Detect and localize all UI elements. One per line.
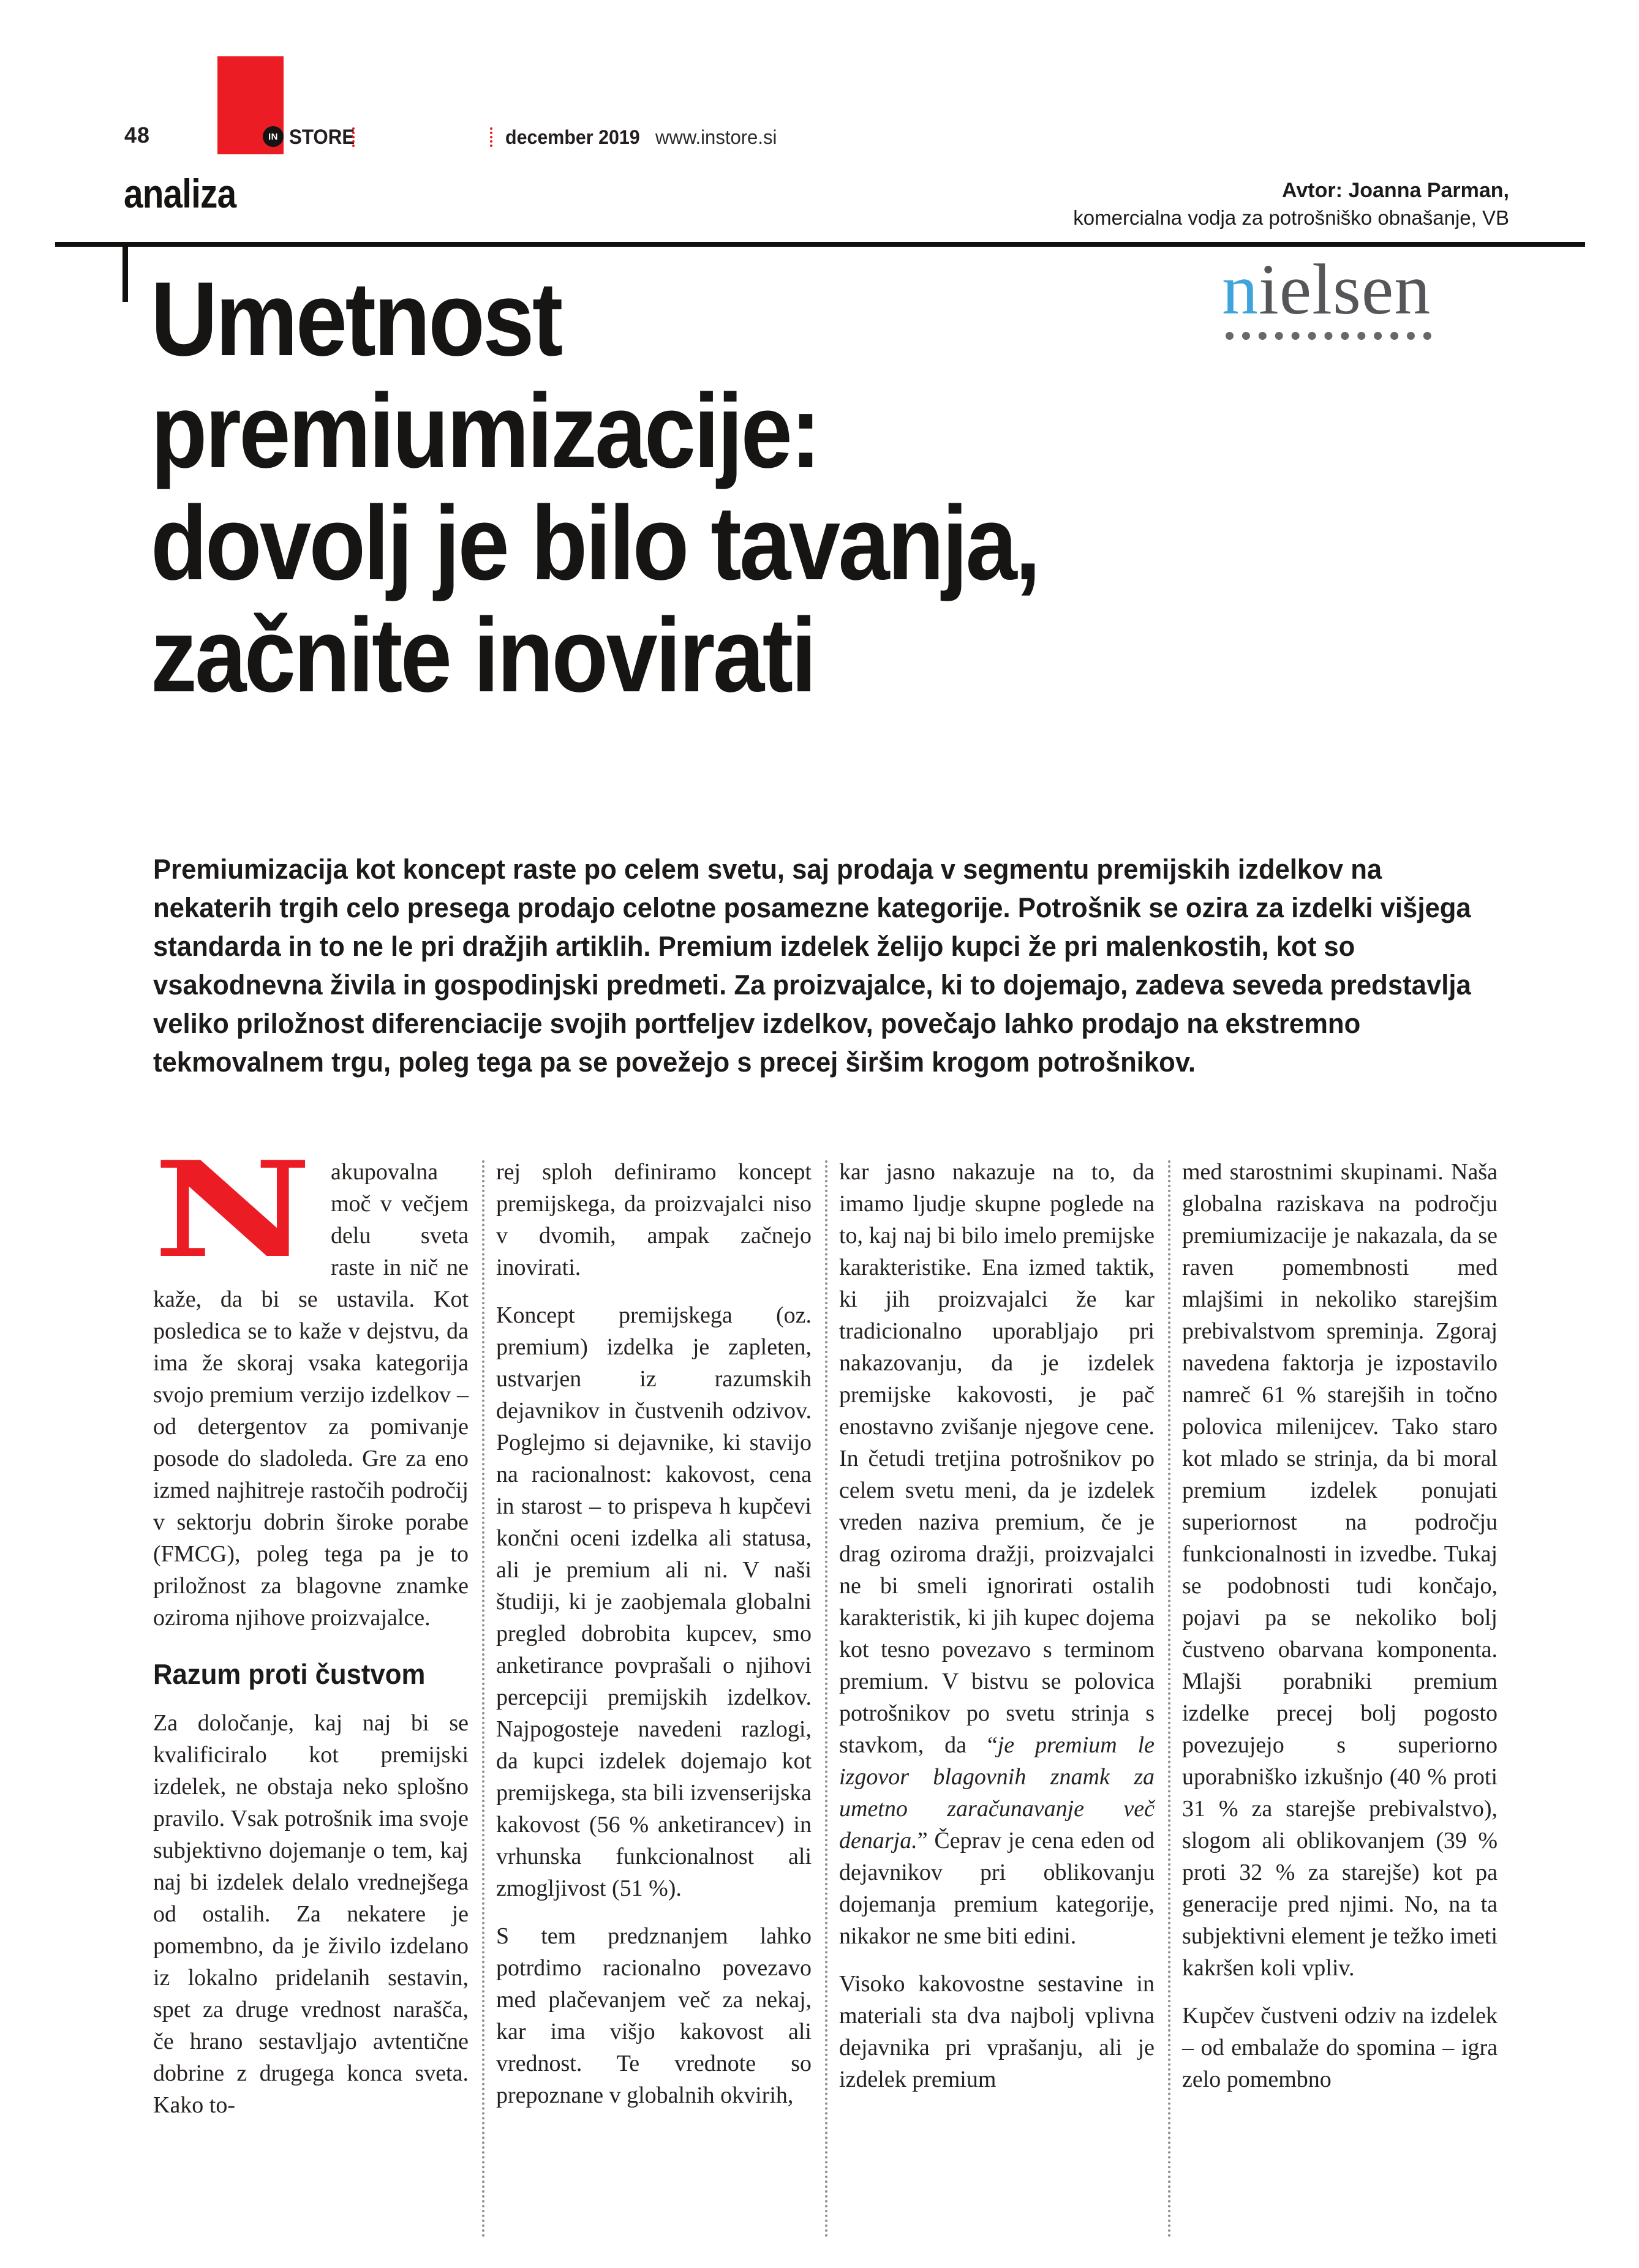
body-paragraph: Za določanje, kaj naj bi se kvalificiralo kot premijski izdelek, ne obstaja neko splošno pravilo. Vsak potrošnik ima svoje subjektivno dojemanje o tem, kaj naj bi izdelek delalo vrednejšega od ostalih. Za nekatere je pomembno, da je živilo izdelano iz lokalno pridelanih sestavin, spet za druge vrednost narašča, če hrano sestavljajo avtentične dobrine z drugega konca sveta. Kako to-: [153, 1710, 469, 2118]
article-title: [151, 260, 1390, 714]
subheading: Razum proti čustvom: [153, 1658, 426, 1690]
title-line: začnite inovirati: [151, 596, 815, 714]
column-divider: [1168, 1160, 1170, 2238]
author-role: komercialna vodja za potrošniško obnašanje, VB: [1073, 206, 1509, 229]
website-url: www.instore.si: [655, 126, 777, 148]
title-tick-mark: [122, 242, 128, 302]
title-line: premiumizacije:: [151, 372, 820, 490]
nielsen-rest: ielsen: [1259, 249, 1431, 329]
nielsen-n: n: [1222, 249, 1259, 329]
column-3: [839, 1156, 1155, 2252]
body-paragraph: Koncept premijskega (oz. premium) izdelka je zapleten, ustvarjen iz razumskih dejavnikov in čustvenih odzivov. Poglejmo si dejavnike, ki stavijo na racionalnost: kakovost, cena in starost – to prispeva h kupčevi končni oceni izdelka ali statusa, ali je premium ali ni. V naši študiji, ki je zaobjemala globalni pregled dobrobita kupcev, smo anketirance povprašali o njihovi percepciji premijskih izdelkov. Najpogosteje navedeni razlogi, da kupci izdelek dojemajo kot premijskega, sta bili izvenserijska kakovost (56 % anketirancev) in vrhunska funkcionalnost ali zmogljivost (51 %).: [496, 1302, 812, 1901]
paragraph-text: ” Čeprav je cena eden od dejavnikov pri oblikovanju dojemanja premium kategorije, nikakor ne sme biti edini.: [839, 1828, 1155, 1949]
column-divider: [825, 1160, 827, 2238]
author-name: Avtor: Joanna Parman,: [1282, 179, 1509, 202]
quote-italic: je premium le izgovor blagovnih znamk za umetno zaračunavanje več denarja.: [839, 1732, 1155, 1853]
body-paragraph: Visoko kakovostne sestavine in materiali sta dva najbolj vplivna dejavnika pri vprašanju, ali je izdelek premium: [839, 1971, 1155, 2092]
body-paragraph: med starostnimi skupinami. Naša globalna raziskava na področju premiumizacije je nakazala, da se raven pomembnosti med mlajšimi in nekoliko starejšim prebivalstvom spreminja. Zgoraj navedena faktorja je izpostavilo namreč 61 % starejših in točno polovica milenijcev. Tako staro kot mlado se strinja, da bi moral premium izdelek ponujati superiornost na področju funkcionalnosti in izvedbe. Tukaj se podobnosti tudi končajo, pojavi pa se nekoliko bolj čustveno obarvana komponenta. Mlajši porabniki premium izdelke precej bolj pogosto povezujejo s superiorno uporabniško izkušnjo (40 % proti 31 % za starejše prebivalstvo), slogom ali oblikovanjem (39 % proti 32 % za starejše) kot pa generacije pred njimi. No, na ta subjektivni element je težko imeti kakršen koli vpliv.: [1182, 1159, 1498, 1981]
lead-paragraph: Premiumizacija kot koncept raste po celem svetu, saj prodaja v segmentu premijskih izdelkov na nekaterih trgih celo presega prodajo celotne posamezne kategorije. Potrošnik se ozira za izdelki višjega standarda in to ne le pri dražjih artiklih. Premium izdelek želijo kupci že pri malenkostih, kot so vsakodnevna živila in gospodinjski predmeti. Za proizvajalce, ki to dojemajo, zadeva seveda predstavlja veliko priložnost diferenciacije svojih portfeljev izdelkov, povečajo lahko prodajo na ekstremno tekmovalnem trgu, poleg tega pa se povežejo s precej širšim krogom potrošnikov.: [153, 854, 1471, 1078]
paragraph-text: akupovalna moč v večjem delu sveta raste in nič ne kaže, da bi se ustavila. Kot posledica se to kaže v dejstvu, da ima že skoraj vsaka kategorija svojo premium verzijo izdelkov – od detergentov za pomivanje posode do sladoleda. Gre za eno izmed najhitreje rastočih področij v sektorju dobrin široke porabe (FMCG), poleg tega pa je to priložnost za blagovne znamke oziroma njihove proizvajalce.: [153, 1159, 469, 1631]
brand-store-label: STORE: [289, 126, 355, 149]
paragraph-text: kar jasno nakazuje na to, da imamo ljudje skupne poglede na to, kaj naj bi bilo imelo premijske karakteristike. Ena izmed taktik, ki jih proizvajalci že kar tradicionalno uporabljajo pri nakazovanju, da je izdelek premijske kakovosti, je pač enostavno zvišanje njegove cene. In četudi tretjina potrošnikov po celem svetu meni, da je izdelek vreden naziva premium, če je drag oziroma dražji, proizvajalci ne bi smeli ignorirati ostalih karakteristik, ki jih kupec dojema kot tesno povezavo s terminom premium. V bistvu se polovica potrošnikov po svetu strinja s stavkom, da “: [839, 1159, 1155, 1758]
body-paragraph: S tem predznanjem lahko potrdimo racionalno povezavo med plačevanjem več za nekaj, kar ima višjo kakovost ali vrednost. Te vrednote so prepoznane v globalnih okvirih,: [496, 1923, 812, 2108]
drop-cap: N: [153, 1132, 312, 1287]
body-paragraph: [153, 1132, 469, 1634]
header-divider: [352, 127, 355, 147]
header-divider: [490, 127, 492, 147]
column-4: [1182, 1156, 1498, 2252]
section-label: analiza: [124, 171, 236, 216]
instore-in-badge-icon: [263, 126, 284, 147]
in-badge-label: IN: [268, 131, 278, 142]
body-paragraph: rej sploh definiramo koncept premijskega, da proizvajalci niso v dvomih, ampak začnejo inovirati.: [496, 1159, 812, 1280]
body-paragraph: Kupčev čustveni odziv na izdelek – od embalaže do spomina – igra zelo pomembno: [1182, 2003, 1498, 2092]
header-rule: [55, 242, 1585, 247]
author-block: [1073, 176, 1509, 231]
title-line: dovolj je bilo tavanja,: [151, 484, 1039, 602]
body-paragraph: [839, 1156, 1155, 1952]
page-number: 48: [124, 122, 151, 148]
title-line: Umetnost: [151, 260, 561, 378]
column-divider: [482, 1160, 484, 2238]
column-2: [496, 1156, 812, 2252]
issue-date: december 2019: [505, 126, 640, 148]
column-1: [153, 1132, 469, 2252]
